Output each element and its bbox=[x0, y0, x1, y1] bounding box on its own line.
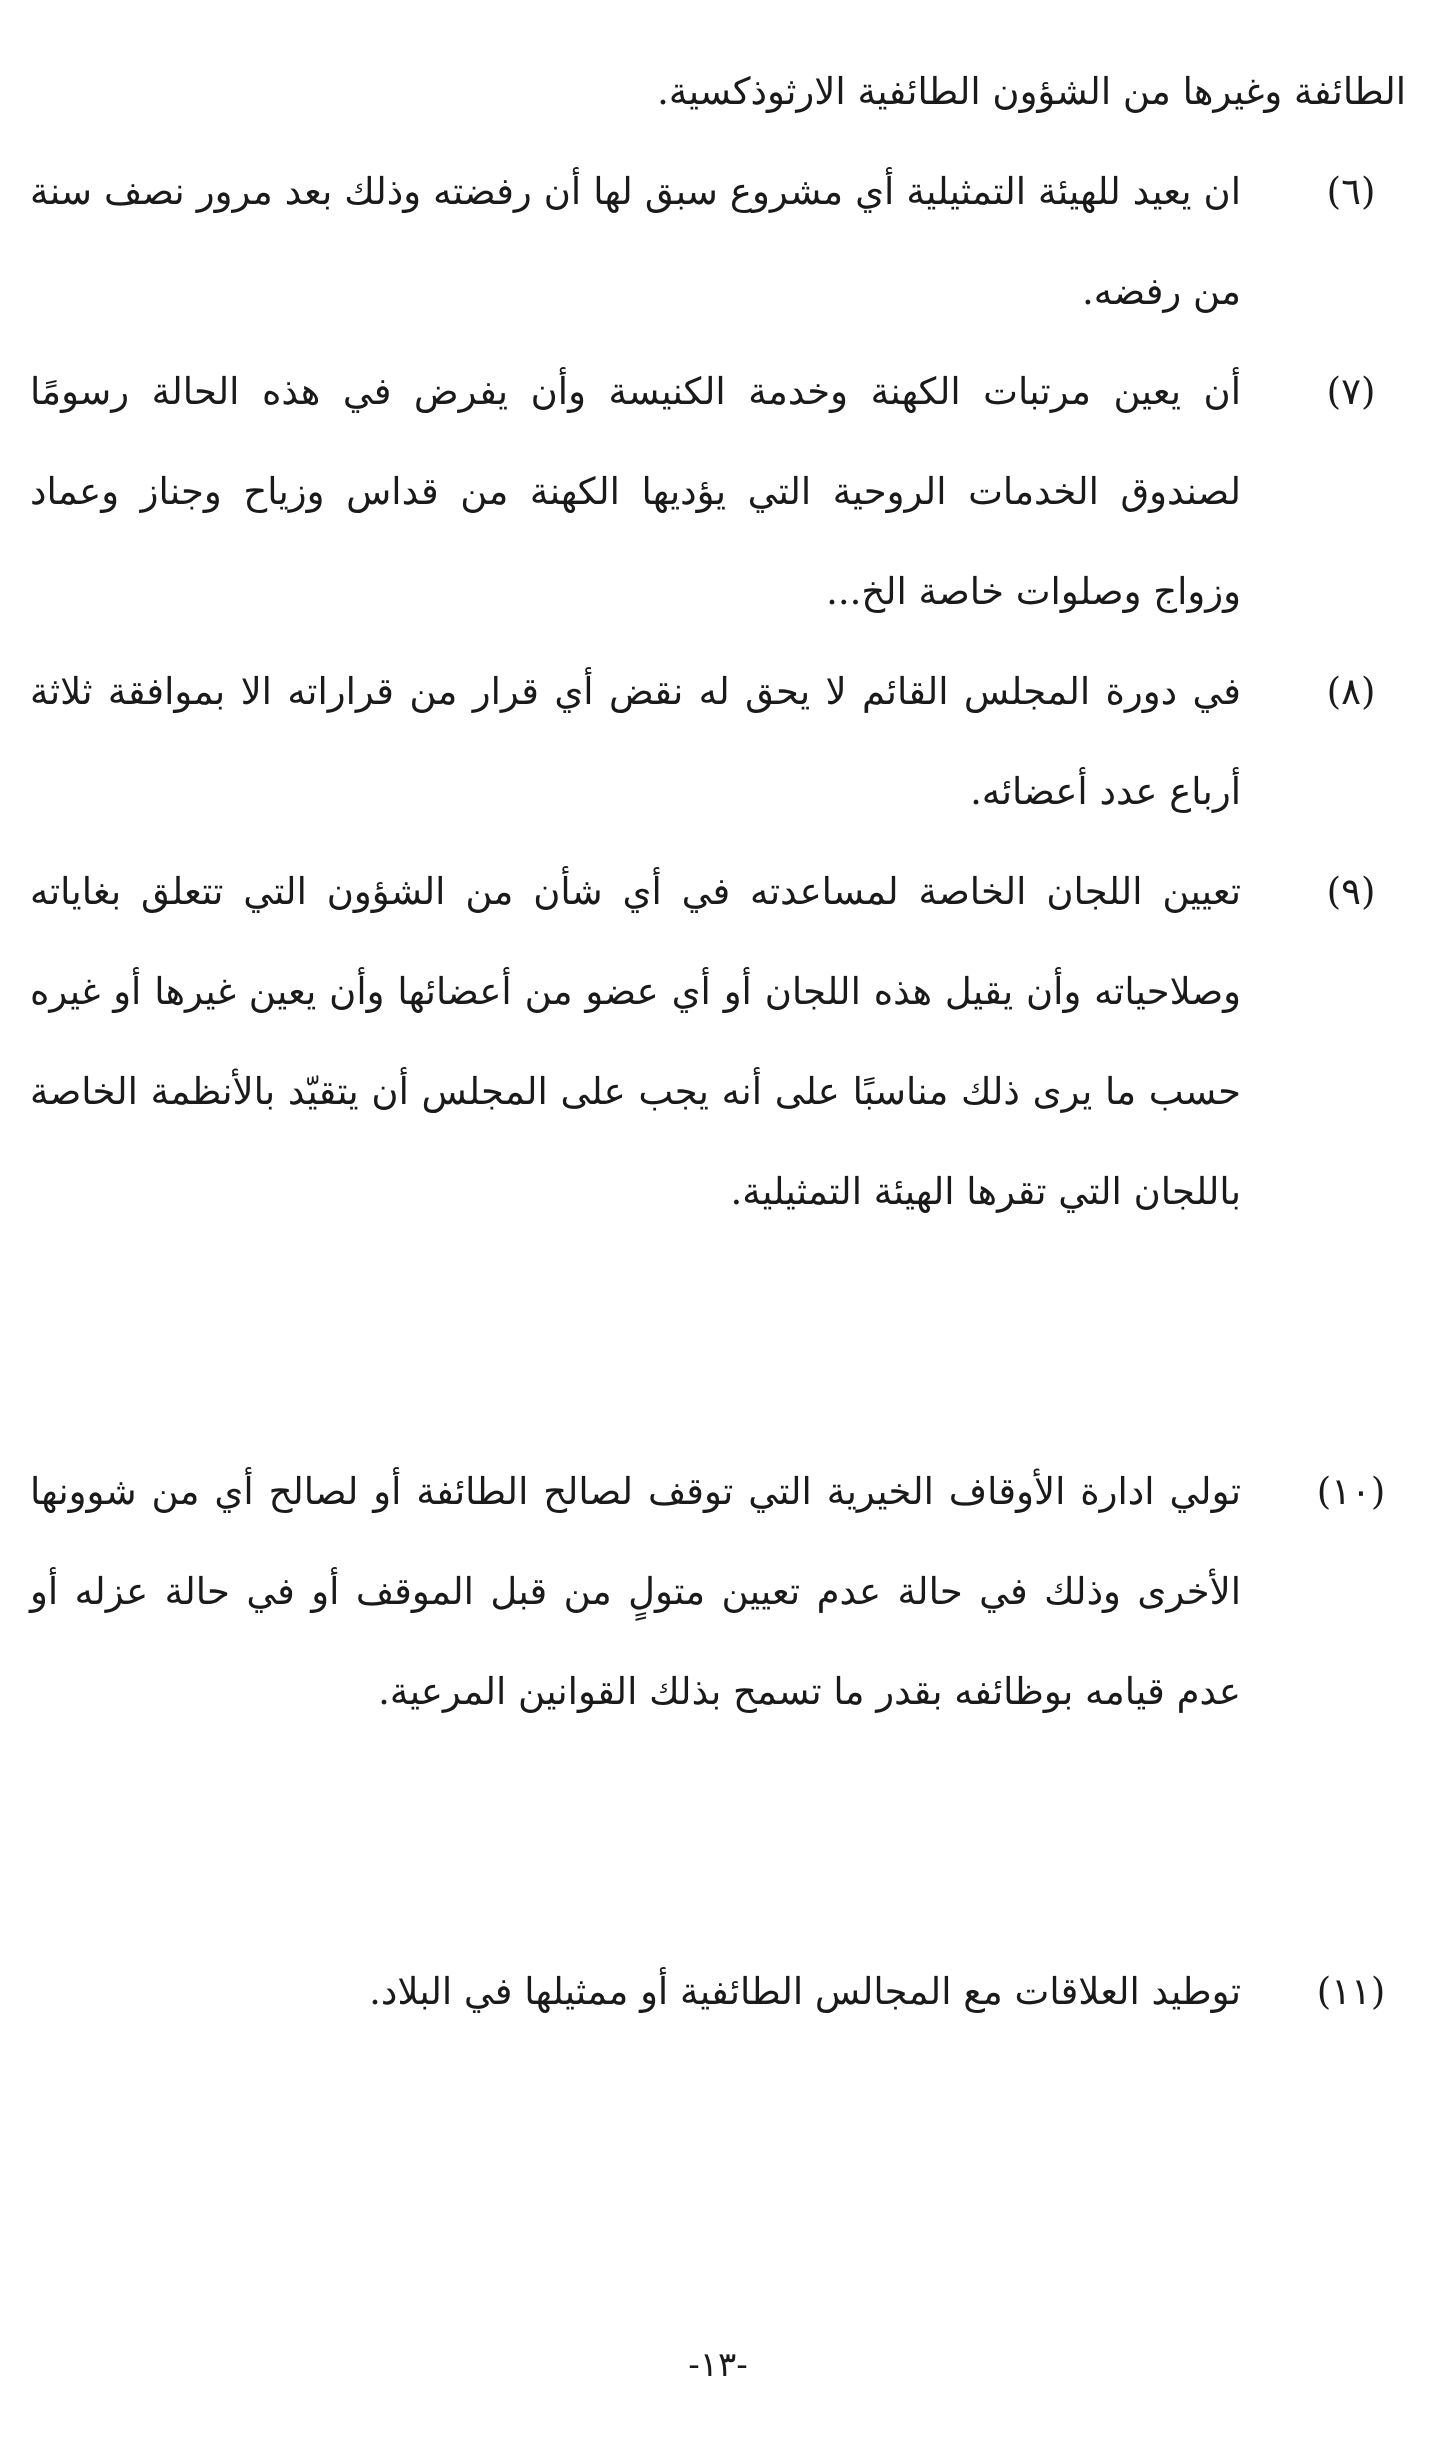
intro-line: الطائفة وغيرها من الشؤون الطائفية الارثوذكسية. bbox=[657, 70, 1406, 113]
list-item-9 bbox=[30, 842, 1406, 1242]
item-text: توطيد العلاقات مع المجالس الطائفية أو ممثيلها في البلاد. bbox=[369, 1970, 1241, 2013]
item-number: (١١) bbox=[1316, 1970, 1386, 2013]
list-item-11 bbox=[30, 1942, 1406, 2042]
item-number: (٩) bbox=[1326, 870, 1376, 913]
item-text: أن يعين مرتبات الكهنة وخدمة الكنيسة وأن يفرض في هذه الحالة رسومًا لصندوق الخدمات الروحية التي يؤديها الكهنة من قداس وزياح وجناز وعماد وزواج وصلوات خاصة الخ... bbox=[30, 370, 1241, 613]
list-item-10 bbox=[30, 1442, 1406, 1742]
item-number: (٦) bbox=[1326, 170, 1376, 213]
item-number: (٧) bbox=[1326, 370, 1376, 413]
item-number: (٨) bbox=[1326, 670, 1376, 713]
item-text: تعيين اللجان الخاصة لمساعدته في أي شأن من الشؤون التي تتعلق بغاياته وصلاحياته وأن يقيل هذه اللجان أو أي عضو من أعضائها وأن يعين غيرها أو غيره حسب ما يرى ذلك مناسبًا على أنه يجب على المجلس أن يتقيّد بالأنظمة الخاصة باللجان التي تقرها الهيئة التمثيلية. bbox=[30, 870, 1241, 1213]
list-item-8 bbox=[30, 642, 1406, 842]
list-item-7 bbox=[30, 342, 1406, 642]
item-text: ان يعيد للهيئة التمثيلية أي مشروع سبق لها أن رفضته وذلك بعد مرور نصف سنة من رفضه. bbox=[30, 170, 1241, 313]
item-text: تولي ادارة الأوقاف الخيرية التي توقف لصالح الطائفة أو لصالح أي من شوونها الأخرى وذلك في حالة عدم تعيين متولٍ من قبل الموقف أو في حالة عزله أو عدم قيامه بوظائفه بقدر ما تسمح بذلك القوانين المرعية. bbox=[30, 1470, 1241, 1713]
page-number: -١٣- bbox=[688, 2345, 748, 2385]
item-text: في دورة المجلس القائم لا يحق له نقض أي قرار من قراراته الا بموافقة ثلاثة أرباع عدد أعضائه. bbox=[30, 670, 1241, 813]
list-item-6 bbox=[30, 142, 1406, 342]
item-number: (١٠) bbox=[1316, 1470, 1386, 1513]
